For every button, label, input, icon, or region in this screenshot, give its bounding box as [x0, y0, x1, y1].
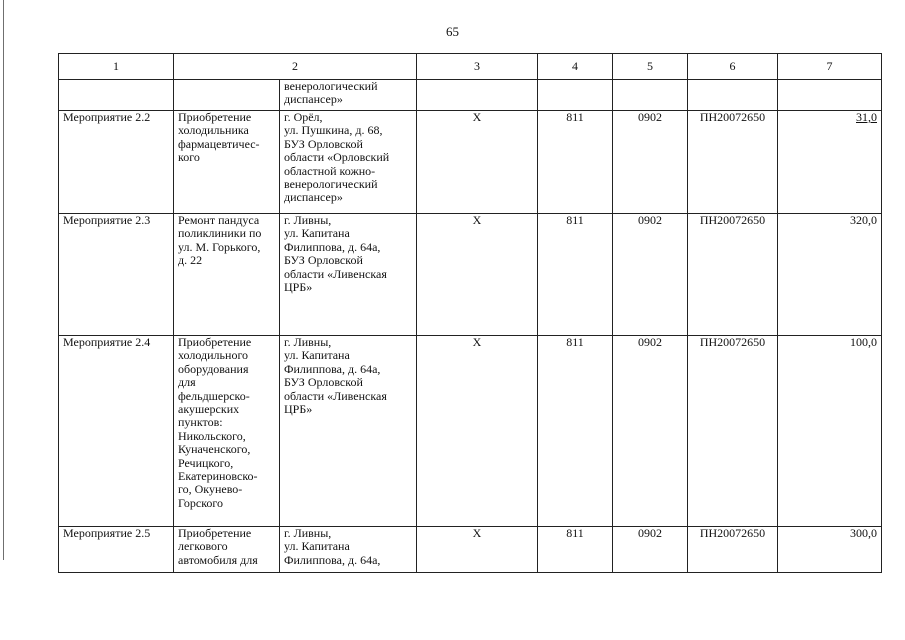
item-line: д. 22 [178, 253, 203, 268]
col3-cell: Х [417, 111, 538, 214]
item-cell [174, 111, 280, 214]
place-line: области «Ливенская [284, 388, 387, 403]
item-line: го, Окунево- [178, 482, 243, 497]
item-line: фармацевтичес- [178, 136, 260, 151]
place-line: БУЗ Орловской [284, 136, 363, 151]
table-row-measure-2-4 [59, 336, 882, 527]
item-line: Ремонт пандуса [178, 213, 260, 227]
item-line: Горского [178, 495, 224, 510]
place-line: венерологический [284, 79, 378, 93]
col4-cell: 811 [538, 214, 613, 336]
item-line: холодильного [178, 348, 249, 363]
page-number: 65 [446, 24, 459, 39]
item-cell [174, 214, 280, 336]
table-row-measure-2-3 [59, 214, 882, 336]
col3-cell: Х [417, 214, 538, 336]
item-line: оборудования [178, 361, 249, 376]
table-row-measure-2-5 [59, 527, 882, 573]
header-col-6: 6 [688, 54, 778, 80]
place-line: Филиппова, д. 64а, [284, 361, 381, 376]
header-col-5: 5 [613, 54, 688, 80]
col3-cell: Х [417, 336, 538, 527]
place-line: ул. Капитана [284, 226, 350, 241]
col6-cell: ПН20072650 [688, 214, 778, 336]
item-line: Приобретение [178, 110, 252, 124]
table-row-measure-2-2 [59, 111, 882, 214]
item-line: холодильника [178, 123, 249, 138]
col7-cell: 300,0 [778, 527, 882, 573]
measure-cell: Мероприятие 2.2 [59, 111, 174, 214]
item-cell [174, 336, 280, 527]
col6-cell: ПН20072650 [688, 336, 778, 527]
col4-cell: 811 [538, 527, 613, 573]
place-line: Филиппова, д. 64а, [284, 239, 381, 254]
item-line: ул. М. Горького, [178, 239, 261, 254]
place-line: ул. Пушкина, д. 68, [284, 123, 383, 138]
place-line: области «Орловский [284, 150, 390, 165]
place-line: диспансер» [284, 190, 343, 205]
item-line: автомобиля для [178, 552, 258, 567]
place-cell [280, 527, 417, 573]
place-line: областной кожно- [284, 163, 376, 178]
item-line: легкового [178, 539, 228, 554]
item-line: поликлиники по [178, 226, 262, 241]
place-line: ул. Капитана [284, 348, 350, 363]
measure-cell: Мероприятие 2.5 [59, 527, 174, 573]
place-line: ЦРБ» [284, 280, 313, 295]
item-line: акушерских [178, 402, 240, 417]
place-line: г. Ливны, [284, 213, 332, 227]
place-line: венерологический [284, 177, 378, 192]
col5-cell: 0902 [613, 336, 688, 527]
place-line: г. Орёл, [284, 110, 323, 124]
place-line: БУЗ Орловской [284, 375, 363, 390]
place-line: Филиппова, д. 64а, [284, 552, 381, 567]
col5-cell: 0902 [613, 111, 688, 214]
header-col-3: 3 [417, 54, 538, 80]
place-line: диспансер» [284, 92, 343, 107]
item-line: Речицкого, [178, 455, 234, 470]
continuation-row [59, 80, 882, 111]
col6-cell: ПН20072650 [688, 527, 778, 573]
left-margin-rule [3, 0, 4, 560]
measure-cell: Мероприятие 2.4 [59, 336, 174, 527]
col6-cell: ПН20072650 [688, 111, 778, 214]
place-line: ЦРБ» [284, 402, 313, 417]
header-row [59, 54, 882, 80]
place-cell [280, 214, 417, 336]
place-cell [280, 336, 417, 527]
measure-cell: Мероприятие 2.3 [59, 214, 174, 336]
col4-cell: 811 [538, 336, 613, 527]
col7-cell: 320,0 [778, 214, 882, 336]
col7-cell [778, 111, 882, 214]
item-line: пунктов: [178, 415, 223, 430]
place-line: БУЗ Орловской [284, 253, 363, 268]
item-line: фельдшерско- [178, 388, 250, 403]
item-cell [174, 527, 280, 573]
item-line: Никольского, [178, 428, 246, 443]
col4-cell: 811 [538, 111, 613, 214]
place-line: области «Ливенская [284, 266, 387, 281]
amount-value: 31,0 [856, 110, 877, 124]
item-line: Приобретение [178, 526, 252, 540]
continuation-place-cell [280, 80, 417, 111]
item-line: Екатериновско- [178, 469, 258, 484]
item-line: кого [178, 150, 200, 165]
place-line: г. Ливны, [284, 335, 332, 349]
place-cell [280, 111, 417, 214]
place-line: ул. Капитана [284, 539, 350, 554]
header-col-2: 2 [174, 54, 417, 80]
col3-cell: Х [417, 527, 538, 573]
col5-cell: 0902 [613, 527, 688, 573]
col7-cell: 100,0 [778, 336, 882, 527]
header-col-4: 4 [538, 54, 613, 80]
item-line: Куначенского, [178, 442, 251, 457]
item-line: Приобретение [178, 335, 252, 349]
header-col-1: 1 [59, 54, 174, 80]
place-line: г. Ливны, [284, 526, 332, 540]
item-line: для [178, 375, 196, 390]
budget-table [58, 53, 882, 573]
col5-cell: 0902 [613, 214, 688, 336]
header-col-7: 7 [778, 54, 882, 80]
